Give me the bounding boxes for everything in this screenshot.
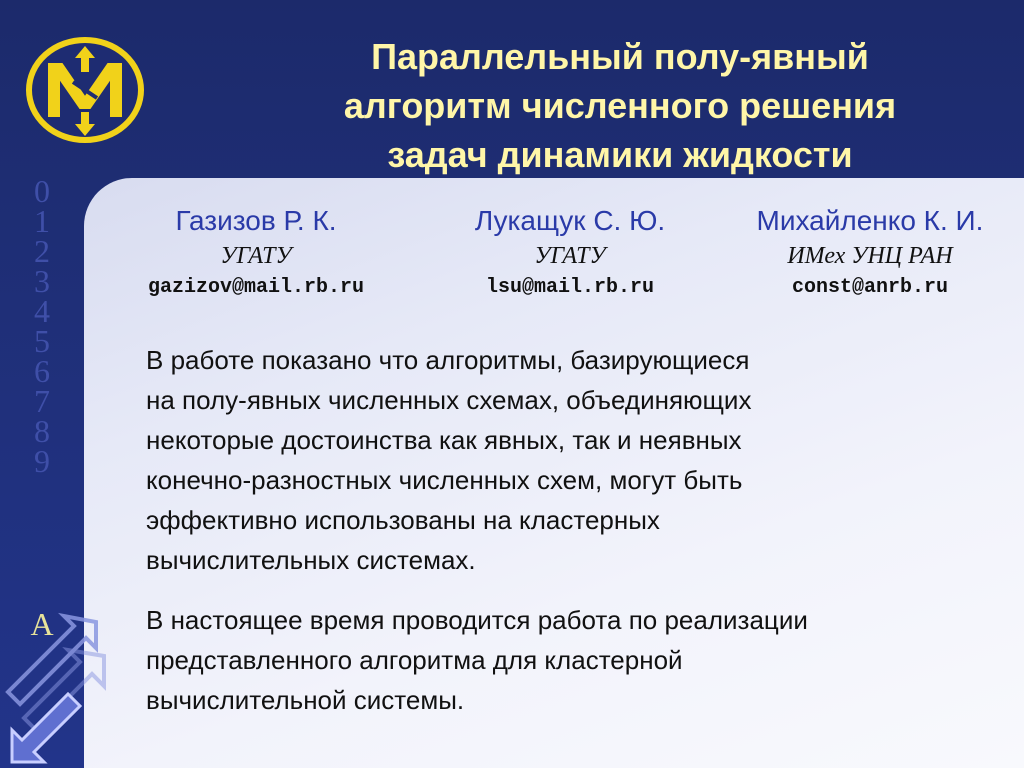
author-3	[720, 203, 1020, 303]
side-digit: 4	[34, 293, 50, 329]
body-paragraph-1	[146, 340, 751, 580]
author-org: ИМех УНЦ РАН	[787, 243, 953, 269]
author-2	[420, 203, 720, 303]
institute-logo-icon	[25, 36, 145, 144]
paragraph-line: на полу-явных численных схемах, объединяющих	[146, 385, 752, 415]
title-line: Параллельный полу-явный	[371, 36, 869, 77]
side-digit: 6	[34, 353, 50, 389]
paragraph-line: представленного алгоритма для кластерной	[146, 645, 683, 675]
side-digit: 2	[34, 233, 50, 269]
paragraph-line: В работе показано что алгоритмы, базирующиеся	[146, 345, 750, 375]
side-digit: 8	[34, 413, 50, 449]
slide-title	[250, 32, 990, 179]
diagonal-arrow-icon	[0, 600, 110, 768]
title-line: задач динамики жидкости	[387, 134, 853, 175]
author-org: УГАТУ	[220, 243, 292, 269]
author-email: const@anrb.ru	[791, 276, 949, 299]
side-digit: 9	[34, 443, 50, 479]
side-digit: 1	[34, 203, 50, 239]
title-line: алгоритм численного решения	[343, 85, 897, 126]
paragraph-line: конечно-разностных численных схем, могут быть	[146, 465, 743, 495]
author-org: УГАТУ	[534, 243, 606, 269]
paragraph-line: эффективно использованы на кластерных	[146, 505, 660, 535]
paragraph-line: В настоящее время проводится работа по реализации	[146, 605, 808, 635]
side-digits	[27, 173, 57, 479]
author-email: gazizov@mail.rb.ru	[147, 276, 365, 299]
side-digit: 7	[34, 383, 50, 419]
author-name: Лукащук С. Ю.	[474, 205, 666, 236]
paragraph-line: вычислительной системы.	[146, 685, 465, 715]
body-paragraph-2	[146, 600, 808, 720]
side-digit: 3	[34, 263, 50, 299]
author-email: lsu@mail.rb.ru	[485, 276, 655, 299]
side-digit: 0	[34, 173, 50, 209]
paragraph-line: вычислительных системах.	[146, 545, 476, 575]
paragraph-line: некоторые достоинства как явных, так и неявных	[146, 425, 742, 455]
side-accent-letter: A	[30, 606, 54, 642]
author-name: Михайленко К. И.	[756, 205, 984, 236]
author-name: Газизов Р. К.	[175, 205, 337, 236]
author-1	[100, 203, 412, 303]
side-digit: 5	[34, 323, 50, 359]
